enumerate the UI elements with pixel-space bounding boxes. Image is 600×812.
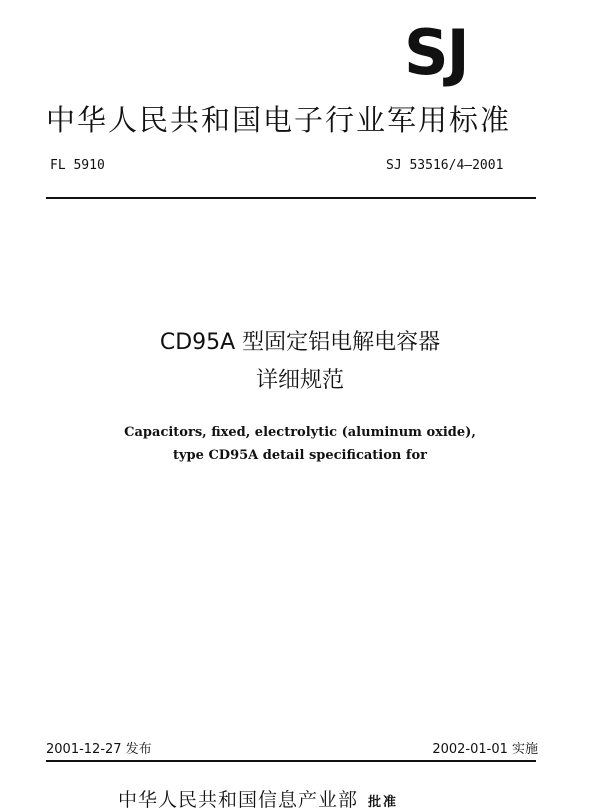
footer-divider xyxy=(46,760,536,762)
classification-code: FL 5910 xyxy=(50,158,105,173)
authority-name: 中华人民共和国信息产业部 xyxy=(118,789,359,811)
title-english-line-1: Capacitors, fixed, electrolytic (aluminum oxide), xyxy=(124,425,476,440)
issue-date: 2001-12-27 发布 xyxy=(46,742,152,757)
title-english-line-2: type CD95A detail specification for xyxy=(173,448,427,463)
sj-logo: SJ xyxy=(404,16,468,89)
title-chinese-line-1: CD95A 型固定铝电解电容器 xyxy=(159,330,441,355)
organization-title: 中华人民共和国电子行业军用标准 xyxy=(46,103,512,137)
standard-number: SJ 53516/4—2001 xyxy=(386,158,504,173)
title-chinese-line-2: 详细规范 xyxy=(255,368,344,393)
approval-label: 批准 xyxy=(368,795,399,810)
issuing-authority xyxy=(118,785,398,812)
implementation-date: 2002-01-01 实施 xyxy=(432,742,538,757)
header-divider xyxy=(46,197,536,199)
